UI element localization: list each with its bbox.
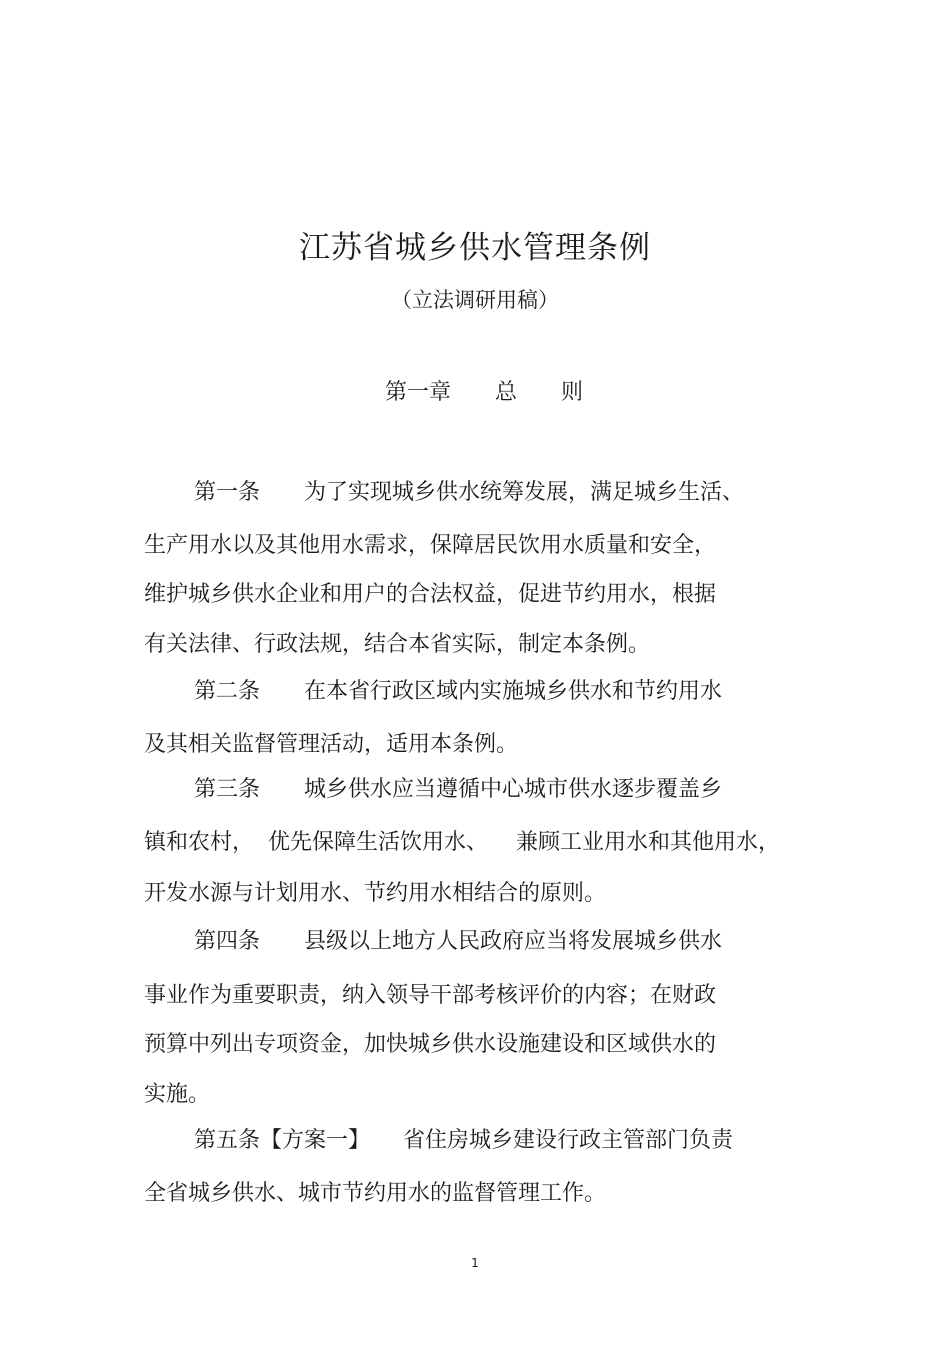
page-number: 1 — [471, 1256, 479, 1270]
text-line: 第二条 在本省行政区域内实施城乡供水和节约用水 — [194, 679, 723, 704]
text-line: 第四条 县级以上地方人民政府应当将发展城乡供水 — [194, 929, 723, 954]
text-line: 生产用水以及其他用水需求，保障居民饮用水质量和安全， — [144, 533, 717, 558]
text-line: 有关法律、行政法规，结合本省实际，制定本条例。 — [144, 632, 651, 657]
text-line: 第三条 城乡供水应当遵循中心城市供水逐步覆盖乡 — [194, 777, 723, 802]
document-title: 江苏省城乡供水管理条例 — [299, 230, 651, 266]
chapter-heading: 第一章 总 则 — [385, 380, 584, 405]
text-line: 预算中列出专项资金，加快城乡供水设施建设和区域供水的 — [144, 1032, 717, 1057]
document-subtitle: （立法调研用稿） — [391, 288, 559, 312]
text-line: 维护城乡供水企业和用户的合法权益，促进节约用水，根据 — [144, 582, 717, 607]
text-line: 第五条【方案一】 省住房城乡建设行政主管部门负责 — [194, 1128, 734, 1153]
text-line: 第一条 为了实现城乡供水统筹发展，满足城乡生活、 — [194, 480, 745, 505]
text-line: 开发水源与计划用水、节约用水相结合的原则。 — [144, 881, 607, 906]
text-line: 全省城乡供水、城市节约用水的监督管理工作。 — [144, 1181, 607, 1206]
text-line: 事业作为重要职责，纳入领导干部考核评价的内容；在财政 — [144, 983, 717, 1008]
text-line: 镇和农村， 优先保障生活饮用水、 兼顾工业用水和其他用水， — [144, 830, 780, 855]
text-line: 及其相关监督管理活动，适用本条例。 — [144, 732, 519, 757]
text-line: 实施。 — [144, 1082, 211, 1107]
